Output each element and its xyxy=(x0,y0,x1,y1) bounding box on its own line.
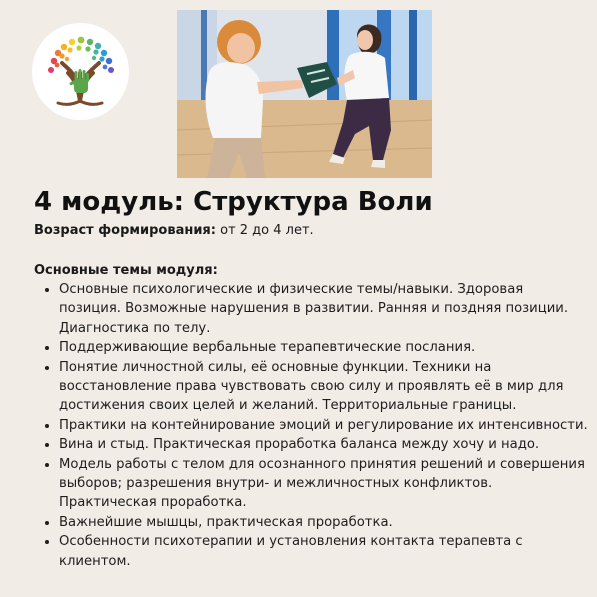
list-item: • Основные психологические и физические темы/навыки. Здоровая позиция. Возможные нарушения в развитии. Ранняя и поздняя позиции. Диагностика по телу. xyxy=(59,280,589,338)
topics-heading: Основные темы модуля: xyxy=(34,263,218,278)
topics-list xyxy=(40,280,589,571)
age-value: от 2 до 4 лет. xyxy=(215,223,314,238)
tree-hand-logo-icon xyxy=(32,23,129,120)
list-item: • Важнейшие мышцы, практическая проработка. xyxy=(59,513,589,532)
list-item: • Модель работы с телом для осознанного принятия решений и совершения выборов; разрешения внутри- и межличностных конфликтов. Практическая проработка. xyxy=(59,455,589,513)
age-label: Возраст формирования: xyxy=(34,223,216,238)
list-item: • Поддерживающие вербальные терапевтические послания. xyxy=(59,338,589,357)
list-item: • Вина и стыд. Практическая проработка баланса между хочу и надо. xyxy=(59,435,589,454)
list-item: • Практики на контейнирование эмоций и регулирование их интенсивности. xyxy=(59,416,589,435)
module-title: 4 модуль: Структура Воли xyxy=(34,187,433,217)
list-item: • Особенности психотерапии и установления контакта терапевта с клиентом. xyxy=(59,532,589,571)
two-women-tug-pillow-photo xyxy=(177,10,432,178)
formation-age xyxy=(34,222,314,240)
module-photo xyxy=(177,10,432,178)
logo xyxy=(32,23,129,120)
list-item: • Понятие личностной силы, её основные функции. Техники на восстановление права чувствовать свою силу и проявлять её в мир для достижения своих целей и желаний. Территориальные границы. xyxy=(59,358,589,416)
